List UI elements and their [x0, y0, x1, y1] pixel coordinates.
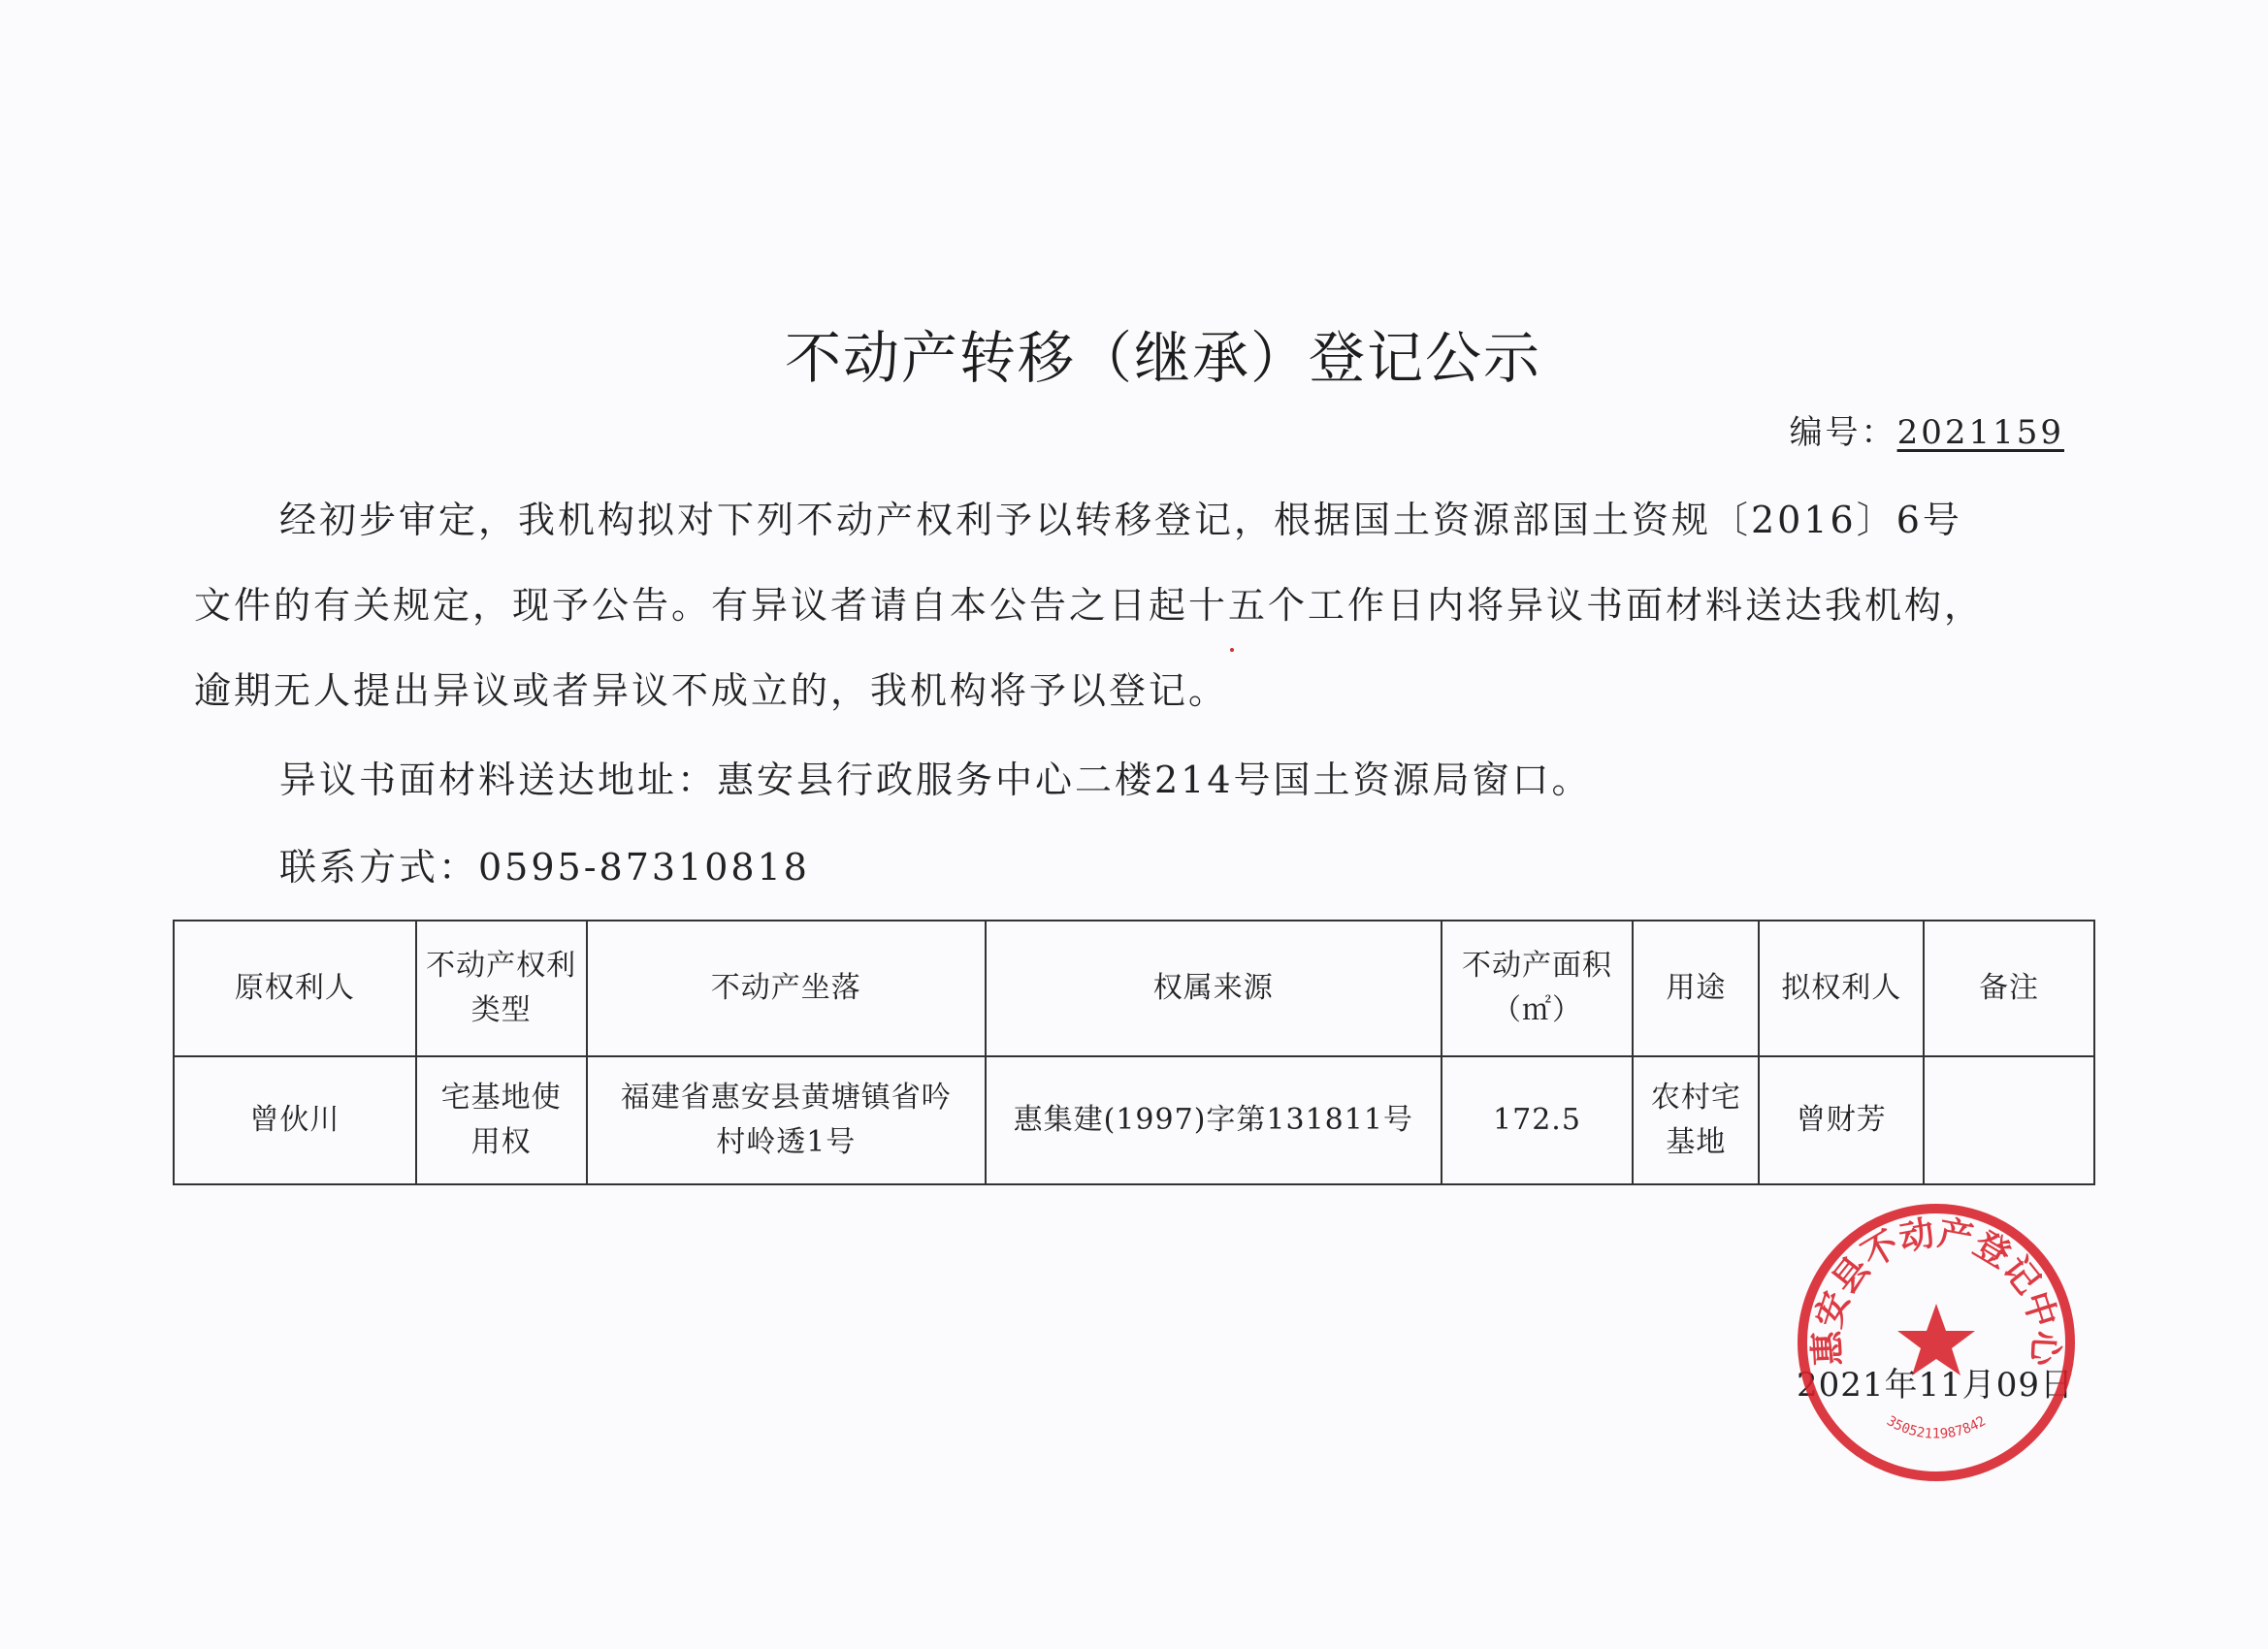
header-original-owner: 原权利人 [174, 921, 416, 1056]
cell-right-type [416, 1056, 587, 1184]
notice-paragraph [194, 477, 2076, 733]
cell-usage-line1: 农村宅 [1650, 1081, 1741, 1115]
cell-location-line1: 福建省惠安县黄塘镇省吟 [620, 1081, 952, 1115]
notice-line-2: 文件的有关规定，现予公告。有异议者请自本公告之日起十五个工作日内将异议书面材料送达我机构， [194, 584, 1985, 627]
cell-usage-line2: 基地 [1666, 1125, 1727, 1159]
header-area-line1: 不动产面积 [1461, 949, 1612, 983]
header-location: 不动产坐落 [587, 921, 986, 1056]
official-seal [1791, 1197, 2082, 1488]
notice-line-1: 经初步审定，我机构拟对下列不动产权利予以转移登记，根据国土资源部国土资规〔2016〕6号 [279, 499, 1962, 541]
header-area [1442, 921, 1634, 1056]
header-source: 权属来源 [986, 921, 1442, 1056]
seal-star-icon [1897, 1304, 1975, 1375]
document-number-label: 编号： [1789, 413, 1897, 452]
document-number-value: 2021159 [1896, 413, 2064, 452]
contact-info: 联系方式：0595-87310818 [279, 846, 810, 889]
header-usage: 用途 [1633, 921, 1759, 1056]
cell-source: 惠集建(1997)字第131811号 [986, 1056, 1442, 1184]
cell-location-line2: 村岭透1号 [716, 1125, 857, 1159]
property-table [173, 920, 2095, 1185]
table-row [174, 1056, 2094, 1184]
document-number [1790, 405, 2064, 453]
cell-right-type-line2: 用权 [470, 1125, 532, 1159]
cell-usage [1633, 1056, 1759, 1184]
seal-code: 3505211987842 [1884, 1413, 1989, 1442]
header-new-owner: 拟权利人 [1759, 921, 1924, 1056]
cell-right-type-line1: 宅基地使 [440, 1081, 562, 1115]
page-title: 不动产转移（继承）登记公示 [784, 325, 1541, 391]
seal-org-name: 惠安县不动产登记中心 [1807, 1213, 2065, 1368]
header-right-type [416, 921, 587, 1056]
objection-address: 异议书面材料送达地址：惠安县行政服务中心二楼214号国土资源局窗口。 [279, 759, 1592, 801]
cell-remarks [1924, 1056, 2094, 1184]
cell-location [587, 1056, 986, 1184]
speck-mark [1230, 648, 1234, 652]
cell-original-owner: 曾伙川 [174, 1056, 416, 1184]
notice-line-3: 逾期无人提出异议或者异议不成立的，我机构将予以登记。 [194, 669, 1229, 712]
notice-date: 2021年11月09日 [1796, 1366, 2074, 1405]
header-area-line2: （㎡） [1491, 993, 1582, 1027]
header-right-type-line2: 类型 [470, 993, 532, 1027]
cell-new-owner: 曾财芳 [1759, 1056, 1924, 1184]
header-right-type-line1: 不动产权利 [426, 949, 577, 983]
cell-area: 172.5 [1442, 1056, 1634, 1184]
header-remarks: 备注 [1924, 921, 2094, 1056]
table-header-row [174, 921, 2094, 1056]
